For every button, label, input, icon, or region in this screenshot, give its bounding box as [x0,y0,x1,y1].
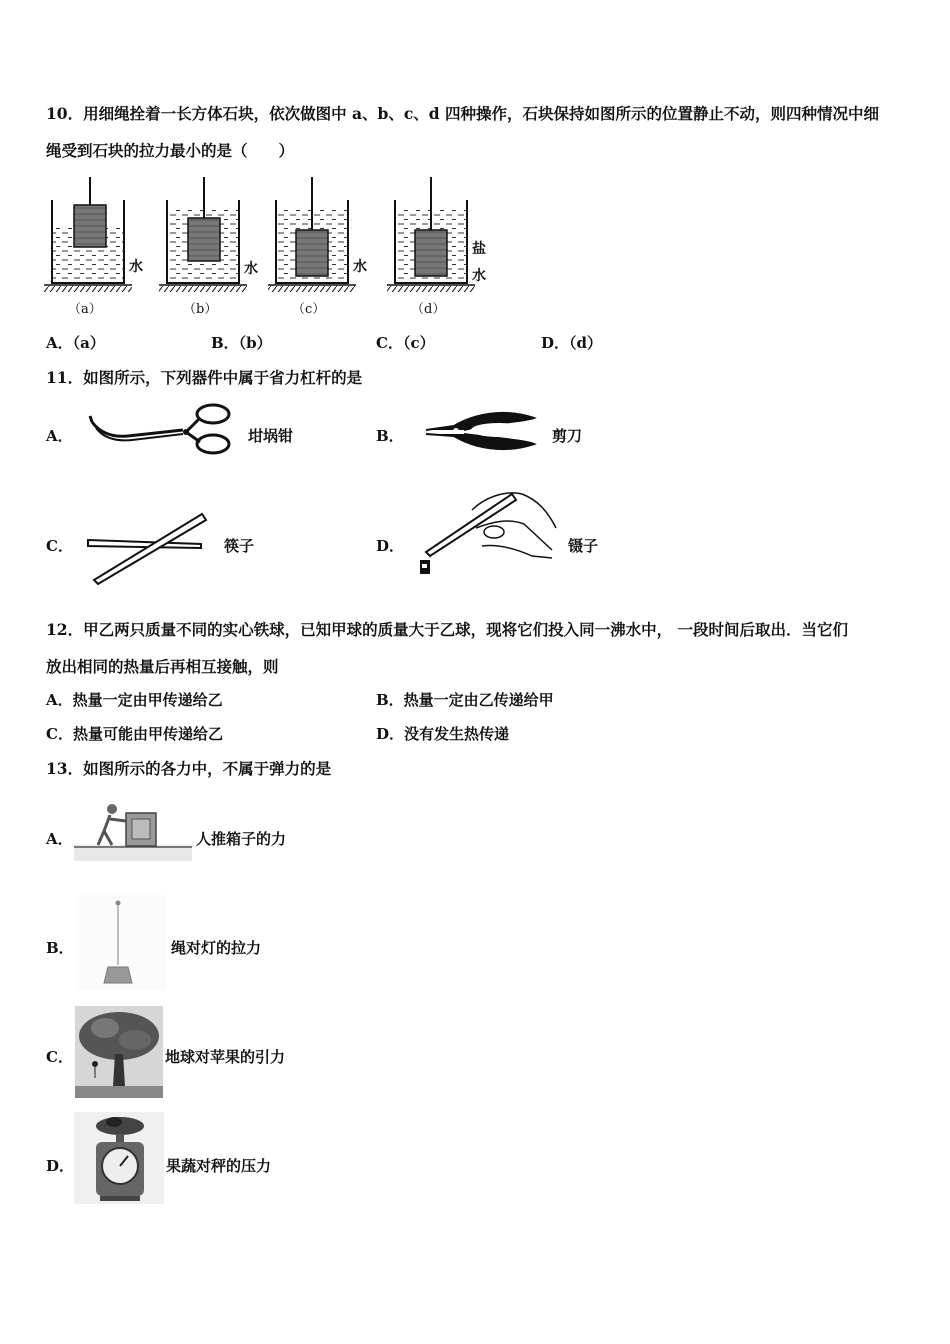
q10-figure-c [268,177,356,292]
kitchen-scale-icon [74,1112,164,1204]
q11-option-d-letter[interactable]: D． [376,537,405,555]
q12-option-b[interactable]: B．热量一定由乙传递给甲 [376,691,554,709]
q10-caption-a: （a） [68,302,102,317]
q12-stem-line1: 12．甲乙两只质量不同的实心铁球，已知甲球的质量大于乙球，现将它们投入同一沸水中， 一段时间后取出．当它们 [46,620,848,639]
q13-option-c-letter[interactable]: C． [46,1048,73,1066]
q10-option-b[interactable]: B．（b） [211,334,272,352]
q10-liquid-b: 水 [244,261,258,277]
tweezers-icon [412,488,562,583]
apple-tree-icon [75,1006,163,1098]
q13-option-a-letter[interactable]: A． [46,830,73,848]
q11-option-c-label: 筷子 [224,537,255,555]
q10-liquid-d-1: 盐 [472,241,486,257]
q13-option-d-letter[interactable]: D． [46,1157,75,1175]
hanging-lamp-icon [76,895,166,990]
q13-option-b-letter[interactable]: B． [46,939,74,957]
q12-stem-line2: 放出相同的热量后再相互接触，则 [46,657,279,676]
q11-option-d-label: 镊子 [568,537,599,555]
q11-stem: 11．如图所示，下列器件中属于省力杠杆的是 [46,368,363,387]
chopsticks-icon [86,510,216,585]
q11-option-b-label: 剪刀 [552,427,583,445]
q10-option-c[interactable]: C．（c） [376,334,435,352]
q12-option-a[interactable]: A．热量一定由甲传递给乙 [46,691,223,709]
q10-stem-line2: 绳受到石块的拉力最小的是（ ） [46,141,295,160]
q11-option-c-letter[interactable]: C． [46,537,73,555]
q13-option-d-label: 果蔬对秤的压力 [166,1157,272,1175]
q10-liquid-c: 水 [353,259,367,275]
pliers-icon [424,408,544,458]
q10-figure-b [159,177,247,292]
q10-stem-line1: 10．用细绳拴着一长方体石块，依次做图中 a、b、c、d 四种操作，石块保持如图所示的位置静止不动，则四种情况中细 [46,104,880,123]
q10-liquid-d-2: 水 [472,268,486,284]
q10-liquid-a: 水 [129,259,143,275]
q12-option-d[interactable]: D．没有发生热传递 [376,725,510,743]
crucible-tongs-icon [88,400,238,460]
q10-caption-b: （b） [183,302,218,317]
person-pushing-box-icon [74,795,194,865]
q11-option-b-letter[interactable]: B． [376,427,404,445]
q10-caption-d: （d） [411,302,446,317]
q13-stem: 13．如图所示的各力中，不属于弹力的是 [46,759,332,778]
q10-caption-c: （c） [292,302,326,317]
q13-option-c-label: 地球对苹果的引力 [165,1048,286,1066]
q10-option-d[interactable]: D．（d） [541,334,602,352]
q13-option-a-label: 人推箱子的力 [196,830,287,848]
q10-figure-a [44,177,132,292]
q11-option-a-label: 坩埚钳 [248,427,294,445]
q12-option-c[interactable]: C．热量可能由甲传递给乙 [46,725,223,743]
q10-option-a[interactable]: A．（a） [46,334,105,352]
q13-option-b-label: 绳对灯的拉力 [171,939,262,957]
q10-figure-d [387,177,475,292]
q11-option-a-letter[interactable]: A． [46,427,73,445]
